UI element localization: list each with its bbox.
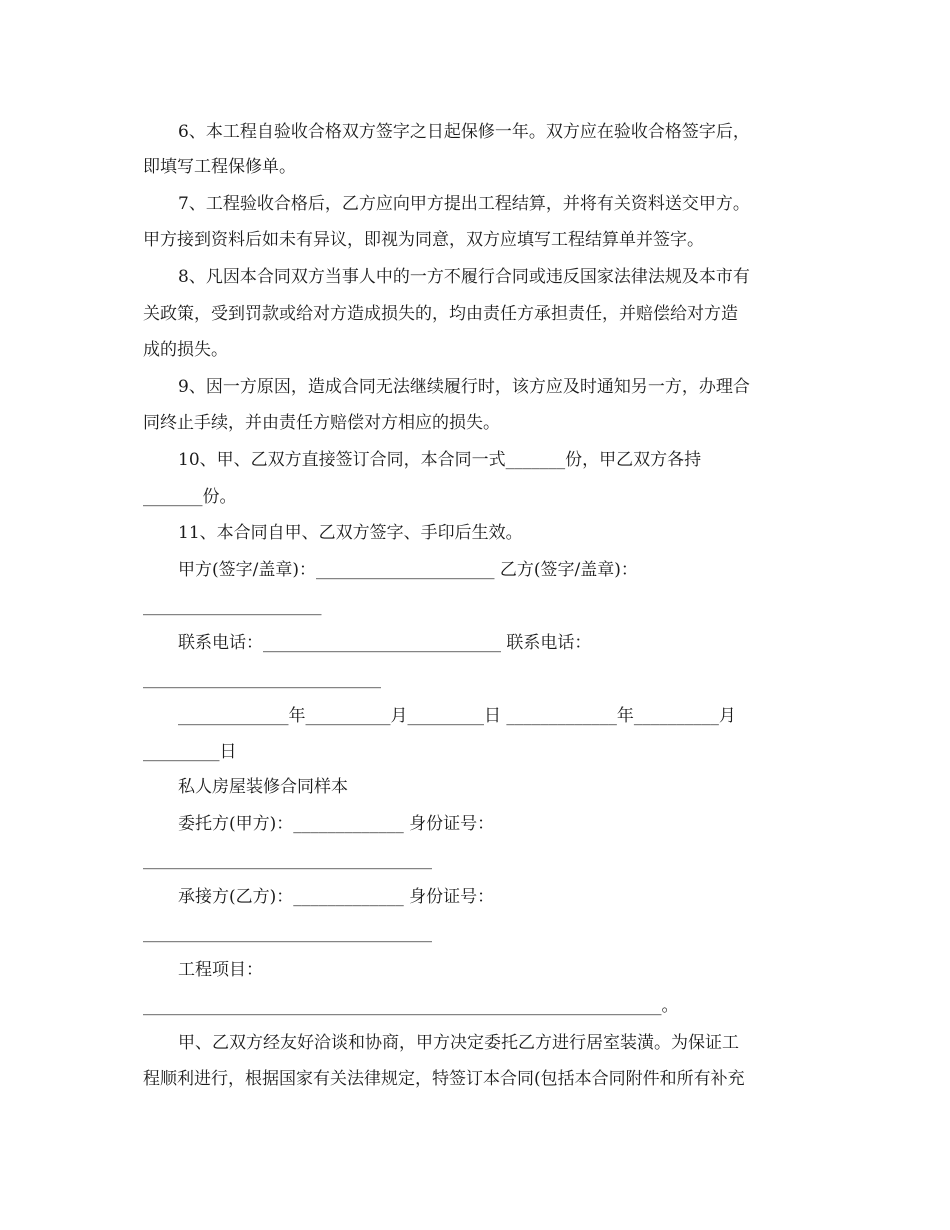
intro-line-2: 程顺利进行，根据国家有关法律规定，特签订本合同(包括本合同附件和所有补充	[143, 1069, 745, 1089]
project-label: 工程项目：	[178, 960, 263, 980]
clause-7-line-1: 7、工程验收合格后，乙方应向甲方提出工程结算，并将有关资料送交甲方。	[178, 194, 750, 214]
clause-9-line-2: 同终止手续，并由责任方赔偿对方相应的损失。	[143, 413, 500, 433]
clause-6-line-1: 6、本工程自验收合格双方签字之日起保修一年。双方应在验收合格签字后，	[178, 122, 750, 142]
clause-10-line-1: 10、甲、乙双方直接签订合同，本合同一式_______份，甲乙双方各持	[178, 450, 702, 470]
clause-10-line-2: _______份。	[143, 487, 237, 507]
contractor-line: 承接方(乙方)：_____________ 身份证号：	[178, 887, 495, 907]
section-title: 私人房屋装修合同样本	[178, 777, 348, 797]
clause-6-line-2: 即填写工程保修单。	[143, 157, 296, 177]
phone-blank: ____________________________	[143, 669, 381, 689]
clause-9-line-1: 9、因一方原因，造成合同无法继续履行时，该方应及时通知另一方，办理合	[178, 377, 750, 397]
phone-line: 联系电话：____________________________ 联系电话：	[178, 633, 592, 653]
date-blank: _________日	[143, 742, 237, 762]
contractor-id-blank: __________________________________	[143, 923, 432, 943]
clause-8-line-2: 关政策，受到罚款或给对方造成损失的，均由责任方承担责任，并赔偿给对方造	[143, 304, 738, 324]
clause-8-line-1: 8、凡因本合同双方当事人中的一方不履行合同或违反国家法律法规及本市有	[178, 267, 750, 287]
client-id-blank: __________________________________	[143, 850, 432, 870]
intro-line-1: 甲、乙双方经友好洽谈和协商，甲方决定委托乙方进行居室装潢。为保证工	[178, 1033, 739, 1053]
clause-7-line-2: 甲方接到资料后如未有异议，即视为同意，双方应填写工程结算单并签字。	[143, 230, 704, 250]
clause-8-line-3: 成的损失。	[143, 340, 228, 360]
signature-line: 甲方(签字/盖章)：_____________________ 乙方(签字/盖章)：	[178, 560, 638, 580]
project-blank: _____________________________________________________________。	[143, 996, 679, 1016]
date-line: _____________年__________月_________日 _____________年__________月	[178, 706, 736, 726]
client-line: 委托方(甲方)：_____________ 身份证号：	[178, 814, 495, 834]
signature-blank: _____________________	[143, 596, 322, 616]
clause-11: 11、本合同自甲、乙双方签字、手印后生效。	[178, 523, 523, 543]
